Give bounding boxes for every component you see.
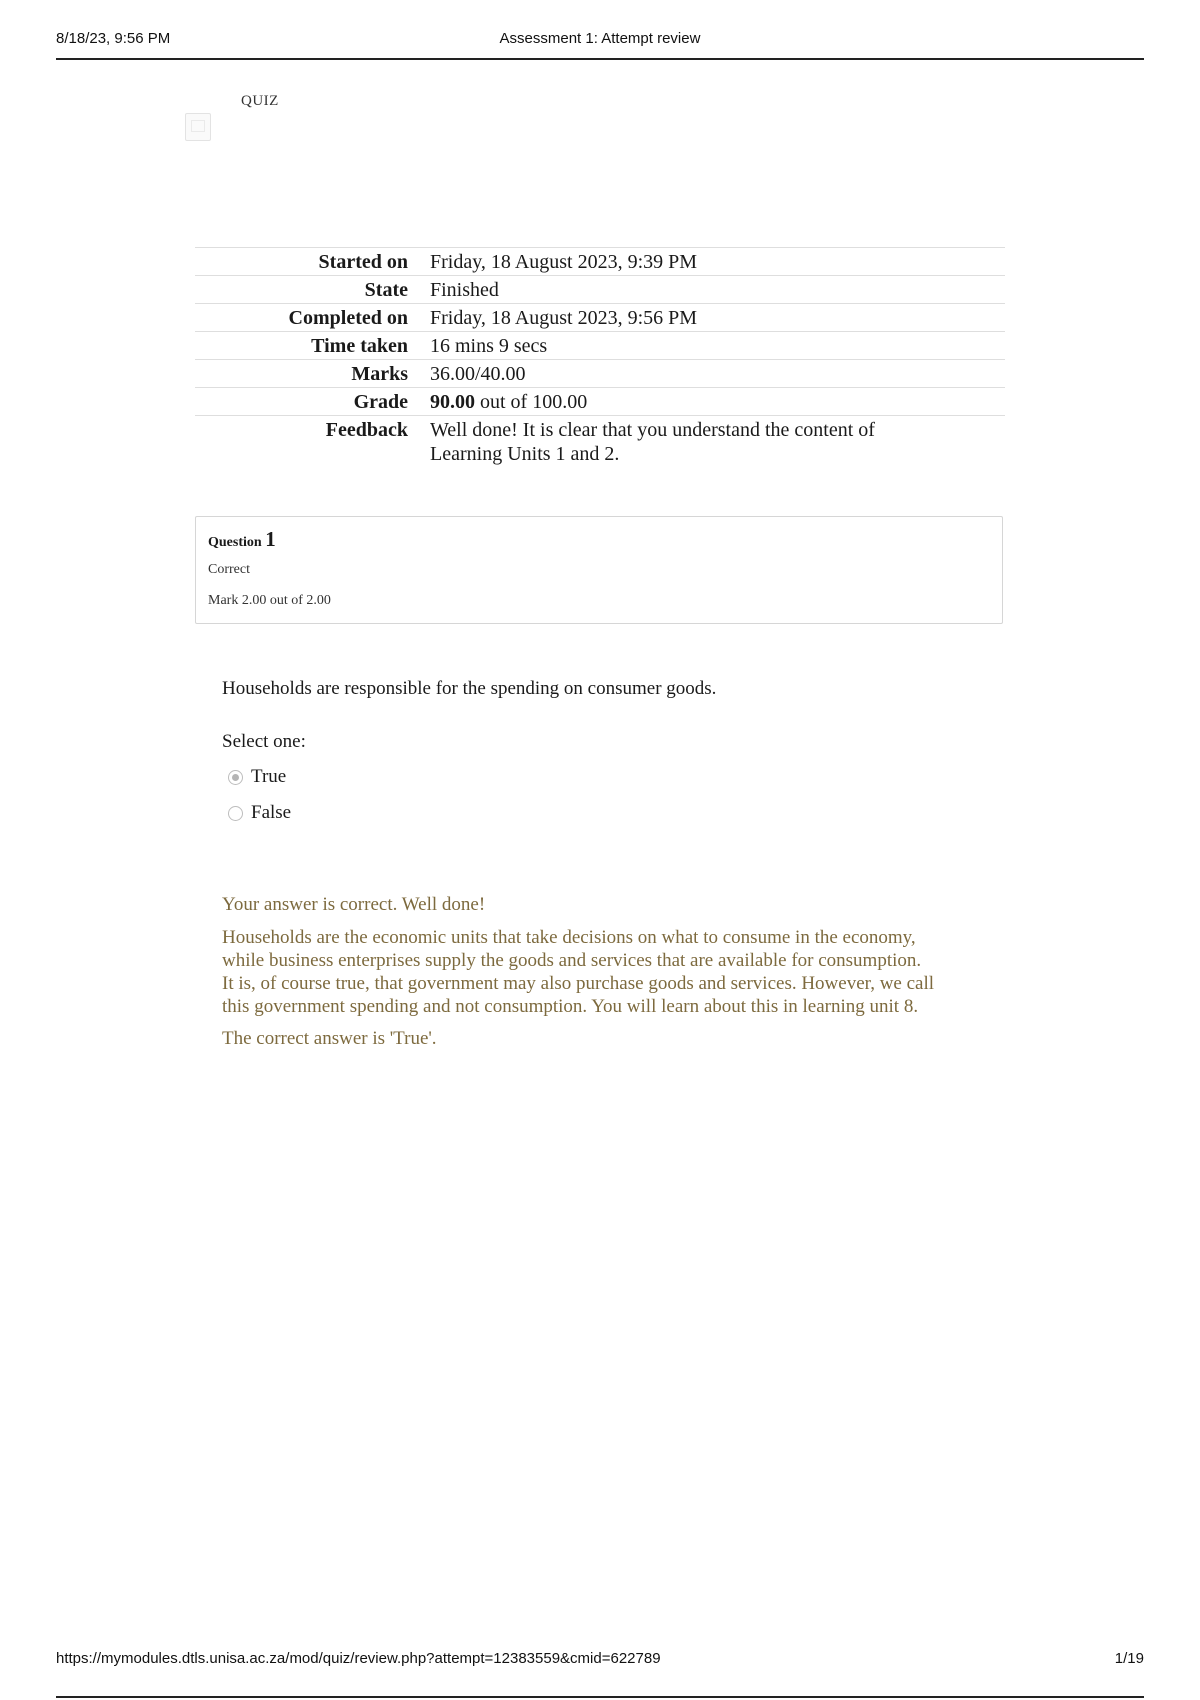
summary-value: 36.00/40.00	[430, 360, 1005, 388]
print-datetime: 8/18/23, 9:56 PM	[56, 30, 171, 47]
answer-label: False	[251, 802, 292, 823]
summary-label: Feedback	[195, 416, 430, 468]
summary-row-marks	[195, 360, 1005, 388]
summary-value	[430, 416, 1005, 468]
summary-row-started	[195, 248, 1005, 276]
summary-value: Friday, 18 August 2023, 9:39 PM	[430, 248, 1005, 276]
summary-row-completed	[195, 304, 1005, 332]
question-outcome	[222, 894, 1012, 1050]
specific-feedback: Your answer is correct. Well done!	[222, 894, 486, 915]
print-header	[56, 30, 1144, 60]
answer-prompt: Select one:	[222, 731, 306, 752]
explanation-line: Households are the economic units that take decisions on what to consume in the economy,	[222, 927, 916, 948]
quiz-icon	[185, 113, 211, 141]
summary-row-state	[195, 276, 1005, 304]
print-page-number: 1/19	[1114, 1650, 1144, 1667]
summary-value: Friday, 18 August 2023, 9:56 PM	[430, 304, 1005, 332]
summary-label: Marks	[195, 360, 430, 388]
summary-row-grade	[195, 388, 1005, 416]
radio-unchecked-icon[interactable]	[228, 806, 243, 821]
question-info-box	[195, 516, 1003, 624]
summary-value: Finished	[430, 276, 1005, 304]
attempt-summary-table	[195, 247, 1005, 467]
radio-checked-icon[interactable]	[228, 770, 243, 785]
feedback-line: Learning Units 1 and 2.	[430, 443, 620, 465]
grade-out-of: out of 100.00	[475, 391, 588, 413]
summary-label: Started on	[195, 248, 430, 276]
summary-label: State	[195, 276, 430, 304]
answer-option-false[interactable]	[228, 802, 291, 824]
summary-label: Grade	[195, 388, 430, 416]
question-label: Question	[208, 535, 262, 550]
grade-score: 90.00	[430, 391, 475, 413]
answer-option-true[interactable]	[228, 766, 286, 788]
explanation-line: this government spending and not consumption. You will learn about this in learning unit 8.	[222, 996, 919, 1017]
question-number-value: 1	[265, 527, 276, 551]
summary-label: Time taken	[195, 332, 430, 360]
feedback-line: Well done! It is clear that you understand the content of	[430, 419, 875, 441]
question-text: Households are responsible for the spending on consumer goods.	[222, 678, 717, 699]
explanation-line: while business enterprises supply the goods and services that are available for consumption.	[222, 950, 922, 971]
print-page-title: Assessment 1: Attempt review	[499, 30, 701, 47]
question-number	[208, 527, 990, 552]
summary-row-feedback	[195, 416, 1005, 468]
explanation-line: It is, of course true, that government may also purchase goods and services. However, we call	[222, 973, 935, 994]
print-url: https://mymodules.dtls.unisa.ac.za/mod/quiz/review.php?attempt=12383559&cmid=622789	[56, 1650, 661, 1667]
summary-value	[430, 388, 1005, 416]
summary-label: Completed on	[195, 304, 430, 332]
answer-label: True	[251, 766, 287, 787]
quiz-label: QUIZ	[241, 93, 279, 109]
right-answer: The correct answer is 'True'.	[222, 1028, 437, 1049]
general-feedback	[222, 926, 1012, 1018]
print-footer	[56, 1650, 1144, 1698]
question-grade: Mark 2.00 out of 2.00	[208, 593, 331, 608]
summary-value: 16 mins 9 secs	[430, 332, 1005, 360]
summary-row-time-taken	[195, 332, 1005, 360]
question-state: Correct	[208, 562, 250, 577]
